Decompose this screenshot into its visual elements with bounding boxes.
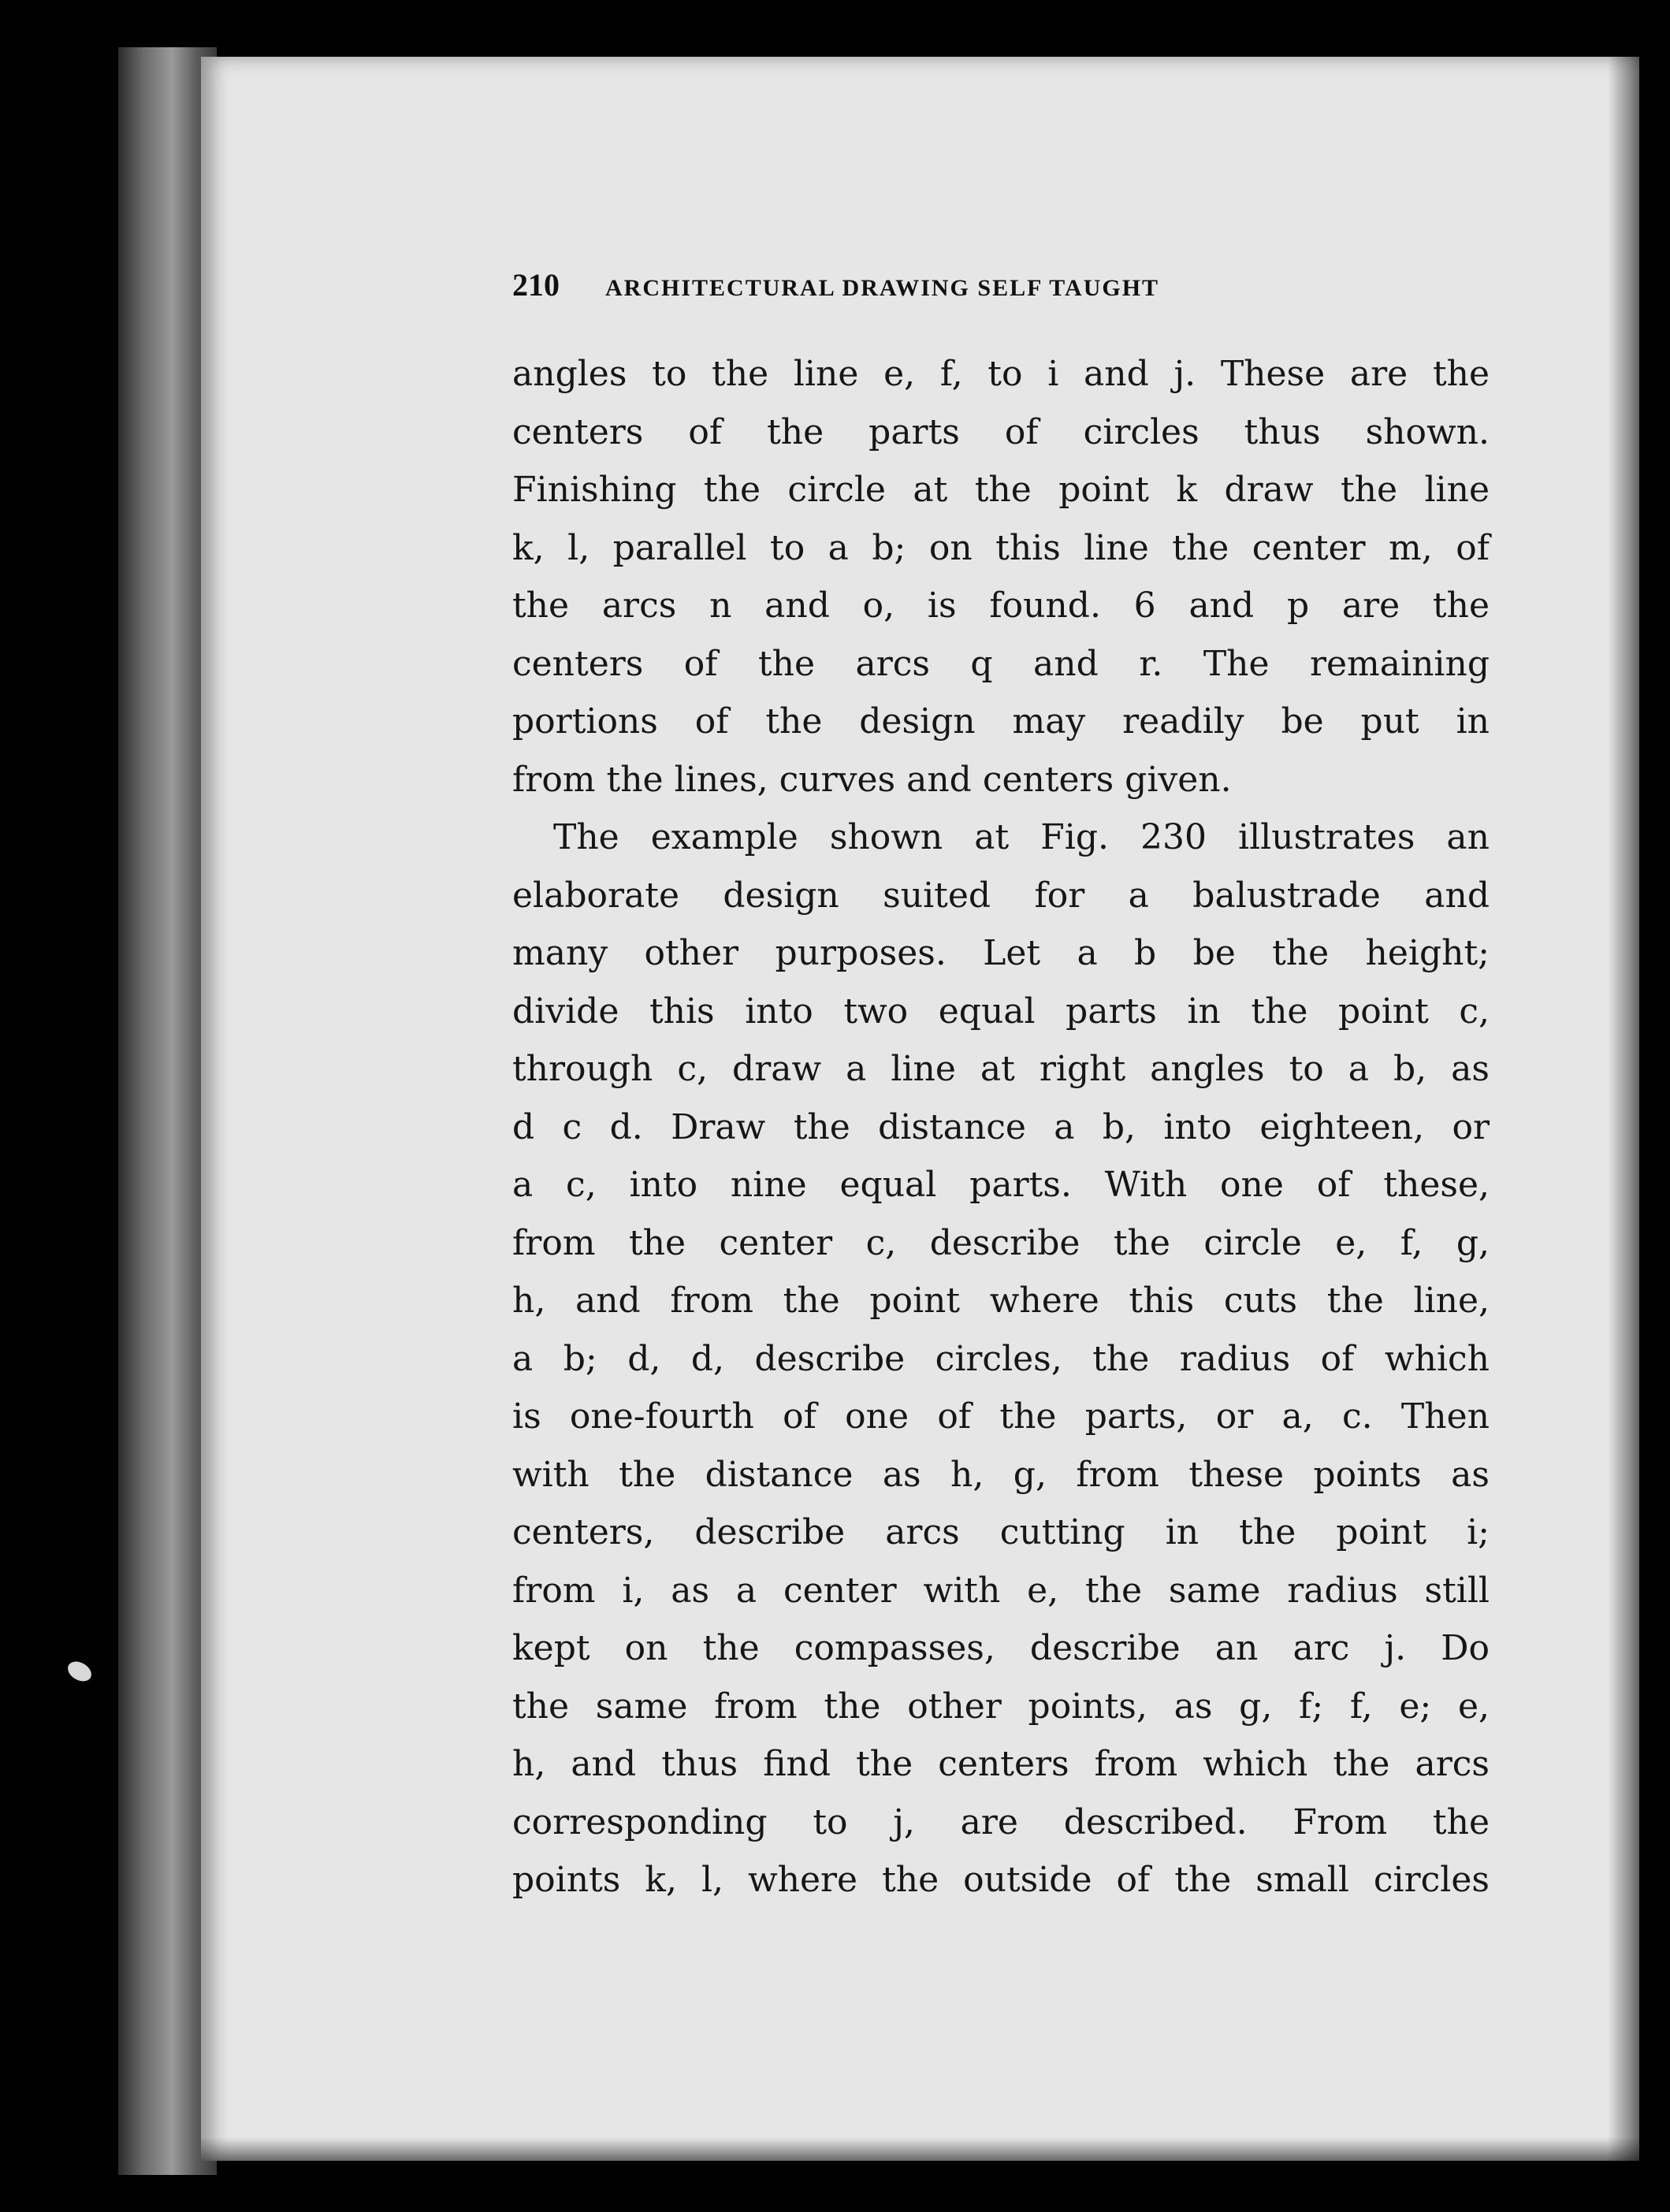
body-text: [512, 345, 1490, 1909]
running-head-title: ARCHITECTURAL DRAWING SELF TAUGHT: [605, 275, 1160, 301]
text-line: centers of the arcs q and r. The remaining: [512, 643, 1490, 684]
text-line: through c, draw a line at right angles to a b, as: [512, 1049, 1490, 1089]
text-line: Finishing the circle at the point k draw the line: [512, 470, 1490, 510]
text-line: elaborate design suited for a balustrade and: [512, 875, 1490, 916]
text-line: from i, as a center with e, the same radius still: [512, 1570, 1490, 1611]
text-line: points k, l, where the outside of the small circles: [512, 1860, 1490, 1900]
text-line: portions of the design may readily be put in: [512, 701, 1490, 742]
text-line: is one-fourth of one of the parts, or a, c. Then: [512, 1396, 1490, 1437]
text-line: from the lines, curves and centers given.: [512, 759, 1232, 800]
text-line: the arcs n and o, is found. 6 and p are the: [512, 586, 1490, 626]
text-line: a c, into nine equal parts. With one of these,: [512, 1165, 1490, 1205]
page-bottom-shadow: [201, 2137, 1639, 2161]
running-head: [512, 266, 1340, 306]
text-line: h, and thus find the centers from which the arcs: [512, 1744, 1490, 1784]
text-line: d c d. Draw the distance a b, into eighteen, or: [512, 1106, 1490, 1147]
text-line: h, and from the point where this cuts the line,: [512, 1281, 1490, 1321]
text-line: kept on the compasses, describe an arc j. Do: [512, 1628, 1490, 1668]
text-line: many other purposes. Let a b be the height;: [512, 933, 1490, 973]
text-line: corresponding to j, are described. From the: [512, 1801, 1490, 1842]
text-line: with the distance as h, g, from these points as: [512, 1454, 1490, 1495]
text-line: a b; d, d, describe circles, the radius of which: [512, 1338, 1490, 1379]
text-line: angles to the line e, f, to i and j. These are the: [512, 354, 1490, 394]
text-line: divide this into two equal parts in the point c,: [512, 991, 1490, 1032]
text-line: centers of the parts of circles thus shown.: [512, 411, 1490, 452]
page-number: 210: [512, 267, 560, 303]
text-line: The example shown at Fig. 230 illustrates an: [553, 817, 1490, 857]
text-line: from the center c, describe the circle e, f, g,: [512, 1222, 1490, 1263]
page-right-shadow: [1608, 57, 1639, 2161]
text-line: the same from the other points, as g, f; f, e; e,: [512, 1686, 1490, 1727]
text-line: k, l, parallel to a b; on this line the center m, of: [512, 527, 1490, 568]
paragraph: [512, 809, 1490, 1909]
smudge-mark: [65, 1657, 95, 1685]
text-line: centers, describe arcs cutting in the point i;: [512, 1512, 1490, 1552]
paragraph: [512, 345, 1490, 809]
